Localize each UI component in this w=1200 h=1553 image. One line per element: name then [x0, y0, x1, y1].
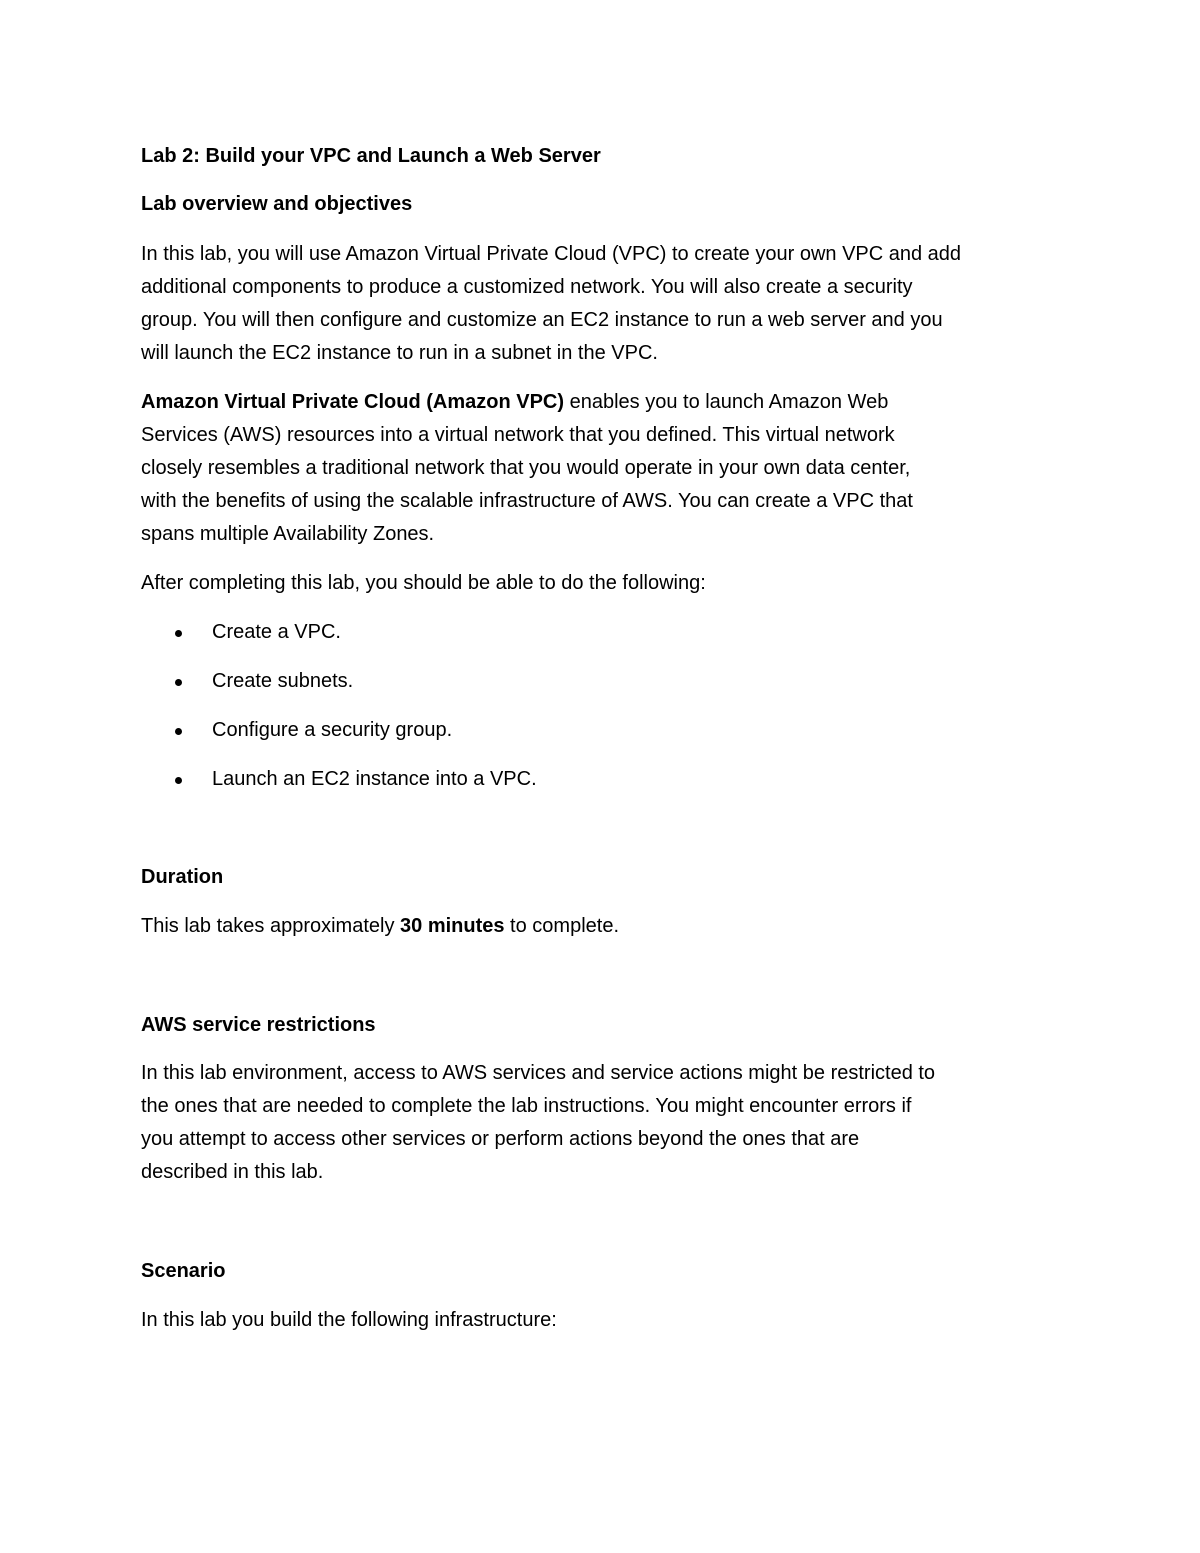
paragraph-line: additional components to produce a customized network. You will also create a security	[141, 276, 913, 298]
duration-text-end: to complete.	[504, 915, 620, 937]
paragraph-line: Services (AWS) resources into a virtual network that you defined. This virtual network	[141, 424, 895, 446]
paragraph-line: spans multiple Availability Zones.	[141, 523, 435, 545]
paragraph-line: In this lab, you will use Amazon Virtual Private Cloud (VPC) to create your own VPC and add	[141, 243, 962, 265]
bullet-icon	[175, 728, 182, 735]
paragraph-line: described in this lab.	[141, 1161, 324, 1183]
duration-value: 30 minutes	[400, 915, 505, 937]
bullet-icon	[175, 630, 182, 637]
scenario-text: In this lab you build the following infrastructure:	[141, 1309, 557, 1331]
paragraph-line: closely resembles a traditional network that you would operate in your own data center,	[141, 457, 911, 479]
list-item-text: Configure a security group.	[212, 719, 453, 741]
list-item-text: Create a VPC.	[212, 621, 341, 643]
list-item-text: Launch an EC2 instance into a VPC.	[212, 768, 537, 790]
vpc-term: Amazon Virtual Private Cloud (Amazon VPC)	[141, 391, 565, 413]
duration-text	[141, 910, 619, 943]
vpc-description-rest: enables you to launch Amazon Web	[564, 391, 889, 413]
bullet-icon	[175, 679, 182, 686]
duration-text-start: This lab takes approximately	[141, 915, 401, 937]
objectives-intro: After completing this lab, you should be able to do the following:	[141, 572, 706, 594]
paragraph-line: In this lab environment, access to AWS services and service actions might be restricted to	[141, 1062, 936, 1084]
paragraph-line: you attempt to access other services or perform actions beyond the ones that are	[141, 1128, 860, 1150]
document-title: Lab 2: Build your VPC and Launch a Web Server	[141, 145, 601, 167]
restrictions-heading: AWS service restrictions	[141, 1014, 376, 1036]
bullet-icon	[175, 777, 182, 784]
paragraph-line	[141, 386, 888, 419]
scenario-heading: Scenario	[141, 1260, 226, 1282]
duration-heading: Duration	[141, 866, 224, 888]
list-item-text: Create subnets.	[212, 670, 354, 692]
paragraph-line: group. You will then configure and customize an EC2 instance to run a web server and you	[141, 309, 943, 331]
paragraph-line: will launch the EC2 instance to run in a subnet in the VPC.	[141, 342, 658, 364]
document-page	[141, 0, 1071, 1553]
paragraph-line: with the benefits of using the scalable infrastructure of AWS. You can create a VPC that	[141, 490, 913, 512]
overview-heading: Lab overview and objectives	[141, 193, 413, 215]
paragraph-line: the ones that are needed to complete the lab instructions. You might encounter errors if	[141, 1095, 912, 1117]
